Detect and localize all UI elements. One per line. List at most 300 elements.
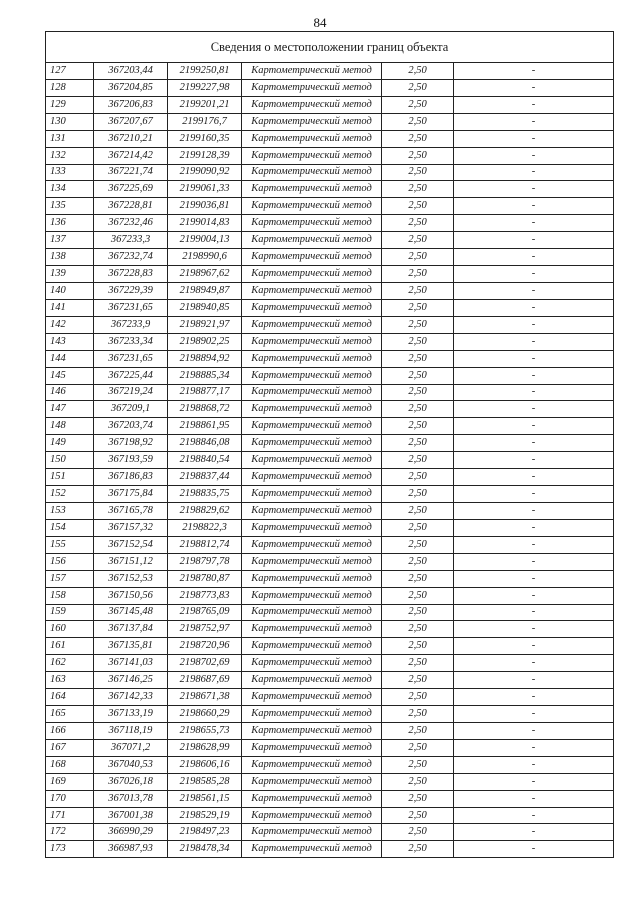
description-cell: - <box>454 316 614 333</box>
y-coordinate-cell: 2198765,09 <box>168 604 242 621</box>
description-cell: - <box>454 113 614 130</box>
x-coordinate-cell: 367228,83 <box>94 266 168 283</box>
accuracy-cell: 2,50 <box>382 502 454 519</box>
y-coordinate-cell: 2199014,83 <box>168 215 242 232</box>
point-number-cell: 142 <box>46 316 94 333</box>
accuracy-cell: 2,50 <box>382 536 454 553</box>
description-cell: - <box>454 638 614 655</box>
method-cell: Картометрический метод <box>242 553 382 570</box>
description-cell: - <box>454 63 614 80</box>
description-cell: - <box>454 181 614 198</box>
y-coordinate-cell: 2198687,69 <box>168 672 242 689</box>
x-coordinate-cell: 367225,69 <box>94 181 168 198</box>
x-coordinate-cell: 367001,38 <box>94 807 168 824</box>
description-cell: - <box>454 722 614 739</box>
method-cell: Картометрический метод <box>242 113 382 130</box>
description-cell: - <box>454 452 614 469</box>
method-cell: Картометрический метод <box>242 299 382 316</box>
description-cell: - <box>454 384 614 401</box>
method-cell: Картометрический метод <box>242 672 382 689</box>
method-cell: Картометрический метод <box>242 232 382 249</box>
point-number-cell: 151 <box>46 469 94 486</box>
accuracy-cell: 2,50 <box>382 519 454 536</box>
x-coordinate-cell: 367026,18 <box>94 773 168 790</box>
y-coordinate-cell: 2198773,83 <box>168 587 242 604</box>
x-coordinate-cell: 366987,93 <box>94 841 168 858</box>
x-coordinate-cell: 367233,34 <box>94 333 168 350</box>
accuracy-cell: 2,50 <box>382 621 454 638</box>
table-row <box>46 452 614 469</box>
table-row <box>46 587 614 604</box>
accuracy-cell: 2,50 <box>382 113 454 130</box>
x-coordinate-cell: 367152,54 <box>94 536 168 553</box>
accuracy-cell: 2,50 <box>382 604 454 621</box>
x-coordinate-cell: 367204,85 <box>94 79 168 96</box>
point-number-cell: 169 <box>46 773 94 790</box>
accuracy-cell: 2,50 <box>382 164 454 181</box>
point-number-cell: 140 <box>46 282 94 299</box>
point-number-cell: 132 <box>46 147 94 164</box>
table-row <box>46 215 614 232</box>
accuracy-cell: 2,50 <box>382 655 454 672</box>
point-number-cell: 129 <box>46 96 94 113</box>
accuracy-cell: 2,50 <box>382 96 454 113</box>
method-cell: Картометрический метод <box>242 756 382 773</box>
accuracy-cell: 2,50 <box>382 367 454 384</box>
accuracy-cell: 2,50 <box>382 807 454 824</box>
point-number-cell: 127 <box>46 63 94 80</box>
point-number-cell: 147 <box>46 401 94 418</box>
description-cell: - <box>454 486 614 503</box>
description-cell: - <box>454 418 614 435</box>
description-cell: - <box>454 367 614 384</box>
x-coordinate-cell: 367145,48 <box>94 604 168 621</box>
description-cell: - <box>454 79 614 96</box>
description-cell: - <box>454 756 614 773</box>
method-cell: Картометрический метод <box>242 96 382 113</box>
description-cell: - <box>454 807 614 824</box>
table-row <box>46 706 614 723</box>
description-cell: - <box>454 333 614 350</box>
method-cell: Картометрический метод <box>242 282 382 299</box>
x-coordinate-cell: 367137,84 <box>94 621 168 638</box>
description-cell: - <box>454 824 614 841</box>
x-coordinate-cell: 367210,21 <box>94 130 168 147</box>
method-cell: Картометрический метод <box>242 316 382 333</box>
y-coordinate-cell: 2198702,69 <box>168 655 242 672</box>
table-row <box>46 604 614 621</box>
y-coordinate-cell: 2198967,62 <box>168 266 242 283</box>
x-coordinate-cell: 367206,83 <box>94 96 168 113</box>
method-cell: Картометрический метод <box>242 706 382 723</box>
accuracy-cell: 2,50 <box>382 198 454 215</box>
x-coordinate-cell: 367219,24 <box>94 384 168 401</box>
x-coordinate-cell: 367040,53 <box>94 756 168 773</box>
accuracy-cell: 2,50 <box>382 452 454 469</box>
table-row <box>46 722 614 739</box>
point-number-cell: 153 <box>46 502 94 519</box>
y-coordinate-cell: 2198529,19 <box>168 807 242 824</box>
table-row <box>46 553 614 570</box>
point-number-cell: 161 <box>46 638 94 655</box>
x-coordinate-cell: 367157,32 <box>94 519 168 536</box>
y-coordinate-cell: 2199176,7 <box>168 113 242 130</box>
table-row <box>46 638 614 655</box>
description-cell: - <box>454 689 614 706</box>
x-coordinate-cell: 367151,12 <box>94 553 168 570</box>
point-number-cell: 131 <box>46 130 94 147</box>
description-cell: - <box>454 299 614 316</box>
y-coordinate-cell: 2198660,29 <box>168 706 242 723</box>
point-number-cell: 133 <box>46 164 94 181</box>
x-coordinate-cell: 367133,19 <box>94 706 168 723</box>
point-number-cell: 167 <box>46 739 94 756</box>
point-number-cell: 128 <box>46 79 94 96</box>
accuracy-cell: 2,50 <box>382 299 454 316</box>
x-coordinate-cell: 367118,19 <box>94 722 168 739</box>
y-coordinate-cell: 2198840,54 <box>168 452 242 469</box>
x-coordinate-cell: 367135,81 <box>94 638 168 655</box>
y-coordinate-cell: 2198780,87 <box>168 570 242 587</box>
point-number-cell: 172 <box>46 824 94 841</box>
method-cell: Картометрический метод <box>242 333 382 350</box>
description-cell: - <box>454 215 614 232</box>
x-coordinate-cell: 367214,42 <box>94 147 168 164</box>
y-coordinate-cell: 2198868,72 <box>168 401 242 418</box>
method-cell: Картометрический метод <box>242 435 382 452</box>
point-number-cell: 168 <box>46 756 94 773</box>
y-coordinate-cell: 2198829,62 <box>168 502 242 519</box>
y-coordinate-cell: 2198894,92 <box>168 350 242 367</box>
point-number-cell: 136 <box>46 215 94 232</box>
y-coordinate-cell: 2198720,96 <box>168 638 242 655</box>
table-row <box>46 63 614 80</box>
x-coordinate-cell: 367221,74 <box>94 164 168 181</box>
method-cell: Картометрический метод <box>242 418 382 435</box>
y-coordinate-cell: 2198655,73 <box>168 722 242 739</box>
method-cell: Картометрический метод <box>242 773 382 790</box>
method-cell: Картометрический метод <box>242 249 382 266</box>
description-cell: - <box>454 147 614 164</box>
x-coordinate-cell: 367209,1 <box>94 401 168 418</box>
accuracy-cell: 2,50 <box>382 316 454 333</box>
description-cell: - <box>454 655 614 672</box>
method-cell: Картометрический метод <box>242 621 382 638</box>
x-coordinate-cell: 367152,53 <box>94 570 168 587</box>
point-number-cell: 160 <box>46 621 94 638</box>
table-row <box>46 367 614 384</box>
method-cell: Картометрический метод <box>242 587 382 604</box>
x-coordinate-cell: 367186,83 <box>94 469 168 486</box>
accuracy-cell: 2,50 <box>382 435 454 452</box>
description-cell: - <box>454 570 614 587</box>
table-row <box>46 502 614 519</box>
y-coordinate-cell: 2198861,95 <box>168 418 242 435</box>
accuracy-cell: 2,50 <box>382 790 454 807</box>
description-cell: - <box>454 773 614 790</box>
description-cell: - <box>454 706 614 723</box>
description-cell: - <box>454 621 614 638</box>
point-number-cell: 134 <box>46 181 94 198</box>
x-coordinate-cell: 367146,25 <box>94 672 168 689</box>
description-cell: - <box>454 519 614 536</box>
y-coordinate-cell: 2198822,3 <box>168 519 242 536</box>
method-cell: Картометрический метод <box>242 604 382 621</box>
method-cell: Картометрический метод <box>242 638 382 655</box>
y-coordinate-cell: 2198949,87 <box>168 282 242 299</box>
table-row <box>46 282 614 299</box>
x-coordinate-cell: 367232,74 <box>94 249 168 266</box>
y-coordinate-cell: 2198990,6 <box>168 249 242 266</box>
table-row <box>46 519 614 536</box>
table-row <box>46 773 614 790</box>
x-coordinate-cell: 367203,74 <box>94 418 168 435</box>
description-cell: - <box>454 536 614 553</box>
point-number-cell: 157 <box>46 570 94 587</box>
table-row <box>46 536 614 553</box>
description-cell: - <box>454 266 614 283</box>
table-row <box>46 96 614 113</box>
accuracy-cell: 2,50 <box>382 486 454 503</box>
table-row <box>46 824 614 841</box>
method-cell: Картометрический метод <box>242 63 382 80</box>
table-row <box>46 655 614 672</box>
y-coordinate-cell: 2199004,13 <box>168 232 242 249</box>
y-coordinate-cell: 2198585,28 <box>168 773 242 790</box>
method-cell: Картометрический метод <box>242 130 382 147</box>
x-coordinate-cell: 367231,65 <box>94 299 168 316</box>
table-row <box>46 739 614 756</box>
point-number-cell: 158 <box>46 587 94 604</box>
y-coordinate-cell: 2198497,23 <box>168 824 242 841</box>
method-cell: Картометрический метод <box>242 536 382 553</box>
table-row <box>46 689 614 706</box>
point-number-cell: 143 <box>46 333 94 350</box>
method-cell: Картометрический метод <box>242 841 382 858</box>
accuracy-cell: 2,50 <box>382 773 454 790</box>
accuracy-cell: 2,50 <box>382 638 454 655</box>
table-row <box>46 79 614 96</box>
description-cell: - <box>454 672 614 689</box>
y-coordinate-cell: 2198835,75 <box>168 486 242 503</box>
method-cell: Картометрический метод <box>242 807 382 824</box>
y-coordinate-cell: 2198940,85 <box>168 299 242 316</box>
accuracy-cell: 2,50 <box>382 282 454 299</box>
point-number-cell: 164 <box>46 689 94 706</box>
table-row <box>46 181 614 198</box>
accuracy-cell: 2,50 <box>382 553 454 570</box>
accuracy-cell: 2,50 <box>382 63 454 80</box>
point-number-cell: 165 <box>46 706 94 723</box>
table-row <box>46 384 614 401</box>
y-coordinate-cell: 2199128,39 <box>168 147 242 164</box>
x-coordinate-cell: 367203,44 <box>94 63 168 80</box>
y-coordinate-cell: 2198921,97 <box>168 316 242 333</box>
x-coordinate-cell: 367207,67 <box>94 113 168 130</box>
table-row <box>46 266 614 283</box>
y-coordinate-cell: 2198628,99 <box>168 739 242 756</box>
method-cell: Картометрический метод <box>242 570 382 587</box>
description-cell: - <box>454 350 614 367</box>
accuracy-cell: 2,50 <box>382 689 454 706</box>
y-coordinate-cell: 2199227,98 <box>168 79 242 96</box>
description-cell: - <box>454 164 614 181</box>
x-coordinate-cell: 367233,9 <box>94 316 168 333</box>
table-row <box>46 790 614 807</box>
point-number-cell: 156 <box>46 553 94 570</box>
description-cell: - <box>454 96 614 113</box>
accuracy-cell: 2,50 <box>382 130 454 147</box>
table-row <box>46 350 614 367</box>
accuracy-cell: 2,50 <box>382 266 454 283</box>
accuracy-cell: 2,50 <box>382 384 454 401</box>
point-number-cell: 144 <box>46 350 94 367</box>
table-row <box>46 249 614 266</box>
point-number-cell: 155 <box>46 536 94 553</box>
table-row <box>46 232 614 249</box>
description-cell: - <box>454 553 614 570</box>
method-cell: Картометрический метод <box>242 181 382 198</box>
point-number-cell: 170 <box>46 790 94 807</box>
accuracy-cell: 2,50 <box>382 249 454 266</box>
method-cell: Картометрический метод <box>242 519 382 536</box>
x-coordinate-cell: 366990,29 <box>94 824 168 841</box>
x-coordinate-cell: 367193,59 <box>94 452 168 469</box>
point-number-cell: 163 <box>46 672 94 689</box>
description-cell: - <box>454 232 614 249</box>
accuracy-cell: 2,50 <box>382 147 454 164</box>
x-coordinate-cell: 367150,56 <box>94 587 168 604</box>
table-row <box>46 435 614 452</box>
description-cell: - <box>454 739 614 756</box>
point-number-cell: 148 <box>46 418 94 435</box>
accuracy-cell: 2,50 <box>382 333 454 350</box>
point-number-cell: 138 <box>46 249 94 266</box>
description-cell: - <box>454 841 614 858</box>
description-cell: - <box>454 469 614 486</box>
y-coordinate-cell: 2199201,21 <box>168 96 242 113</box>
method-cell: Картометрический метод <box>242 384 382 401</box>
x-coordinate-cell: 367233,3 <box>94 232 168 249</box>
x-coordinate-cell: 367175,84 <box>94 486 168 503</box>
method-cell: Картометрический метод <box>242 367 382 384</box>
table-row <box>46 299 614 316</box>
x-coordinate-cell: 367142,33 <box>94 689 168 706</box>
table-row <box>46 418 614 435</box>
description-cell: - <box>454 282 614 299</box>
accuracy-cell: 2,50 <box>382 469 454 486</box>
method-cell: Картометрический метод <box>242 350 382 367</box>
description-cell: - <box>454 401 614 418</box>
y-coordinate-cell: 2198561,15 <box>168 790 242 807</box>
accuracy-cell: 2,50 <box>382 570 454 587</box>
boundary-coordinates-table <box>45 31 614 858</box>
method-cell: Картометрический метод <box>242 164 382 181</box>
accuracy-cell: 2,50 <box>382 706 454 723</box>
method-cell: Картометрический метод <box>242 79 382 96</box>
accuracy-cell: 2,50 <box>382 418 454 435</box>
description-cell: - <box>454 249 614 266</box>
x-coordinate-cell: 367013,78 <box>94 790 168 807</box>
method-cell: Картометрический метод <box>242 689 382 706</box>
y-coordinate-cell: 2198812,74 <box>168 536 242 553</box>
accuracy-cell: 2,50 <box>382 401 454 418</box>
method-cell: Картометрический метод <box>242 739 382 756</box>
x-coordinate-cell: 367232,46 <box>94 215 168 232</box>
point-number-cell: 145 <box>46 367 94 384</box>
y-coordinate-cell: 2198478,34 <box>168 841 242 858</box>
point-number-cell: 150 <box>46 452 94 469</box>
accuracy-cell: 2,50 <box>382 587 454 604</box>
page-number: 84 <box>313 15 327 30</box>
point-number-cell: 166 <box>46 722 94 739</box>
table-row <box>46 756 614 773</box>
description-cell: - <box>454 587 614 604</box>
accuracy-cell: 2,50 <box>382 739 454 756</box>
description-cell: - <box>454 130 614 147</box>
table-title: Сведения о местоположении границ объекта <box>46 32 614 63</box>
accuracy-cell: 2,50 <box>382 232 454 249</box>
description-cell: - <box>454 502 614 519</box>
accuracy-cell: 2,50 <box>382 722 454 739</box>
y-coordinate-cell: 2199090,92 <box>168 164 242 181</box>
method-cell: Картометрический метод <box>242 452 382 469</box>
table-row <box>46 147 614 164</box>
y-coordinate-cell: 2199250,81 <box>168 63 242 80</box>
y-coordinate-cell: 2198846,08 <box>168 435 242 452</box>
y-coordinate-cell: 2198752,97 <box>168 621 242 638</box>
accuracy-cell: 2,50 <box>382 79 454 96</box>
point-number-cell: 173 <box>46 841 94 858</box>
table-row <box>46 164 614 181</box>
accuracy-cell: 2,50 <box>382 672 454 689</box>
point-number-cell: 162 <box>46 655 94 672</box>
y-coordinate-cell: 2198797,78 <box>168 553 242 570</box>
table-row <box>46 113 614 130</box>
x-coordinate-cell: 367071,2 <box>94 739 168 756</box>
table-row <box>46 130 614 147</box>
description-cell: - <box>454 604 614 621</box>
table-body <box>46 63 614 858</box>
x-coordinate-cell: 367141,03 <box>94 655 168 672</box>
y-coordinate-cell: 2198606,16 <box>168 756 242 773</box>
x-coordinate-cell: 367229,39 <box>94 282 168 299</box>
point-number-cell: 149 <box>46 435 94 452</box>
x-coordinate-cell: 367198,92 <box>94 435 168 452</box>
point-number-cell: 135 <box>46 198 94 215</box>
method-cell: Картометрический метод <box>242 147 382 164</box>
y-coordinate-cell: 2198902,25 <box>168 333 242 350</box>
accuracy-cell: 2,50 <box>382 824 454 841</box>
accuracy-cell: 2,50 <box>382 756 454 773</box>
y-coordinate-cell: 2198837,44 <box>168 469 242 486</box>
table-row <box>46 198 614 215</box>
method-cell: Картометрический метод <box>242 502 382 519</box>
method-cell: Картометрический метод <box>242 469 382 486</box>
table-row <box>46 570 614 587</box>
table-row <box>46 486 614 503</box>
description-cell: - <box>454 435 614 452</box>
point-number-cell: 146 <box>46 384 94 401</box>
description-cell: - <box>454 790 614 807</box>
x-coordinate-cell: 367165,78 <box>94 502 168 519</box>
y-coordinate-cell: 2199160,35 <box>168 130 242 147</box>
accuracy-cell: 2,50 <box>382 215 454 232</box>
method-cell: Картометрический метод <box>242 722 382 739</box>
method-cell: Картометрический метод <box>242 401 382 418</box>
accuracy-cell: 2,50 <box>382 181 454 198</box>
point-number-cell: 152 <box>46 486 94 503</box>
